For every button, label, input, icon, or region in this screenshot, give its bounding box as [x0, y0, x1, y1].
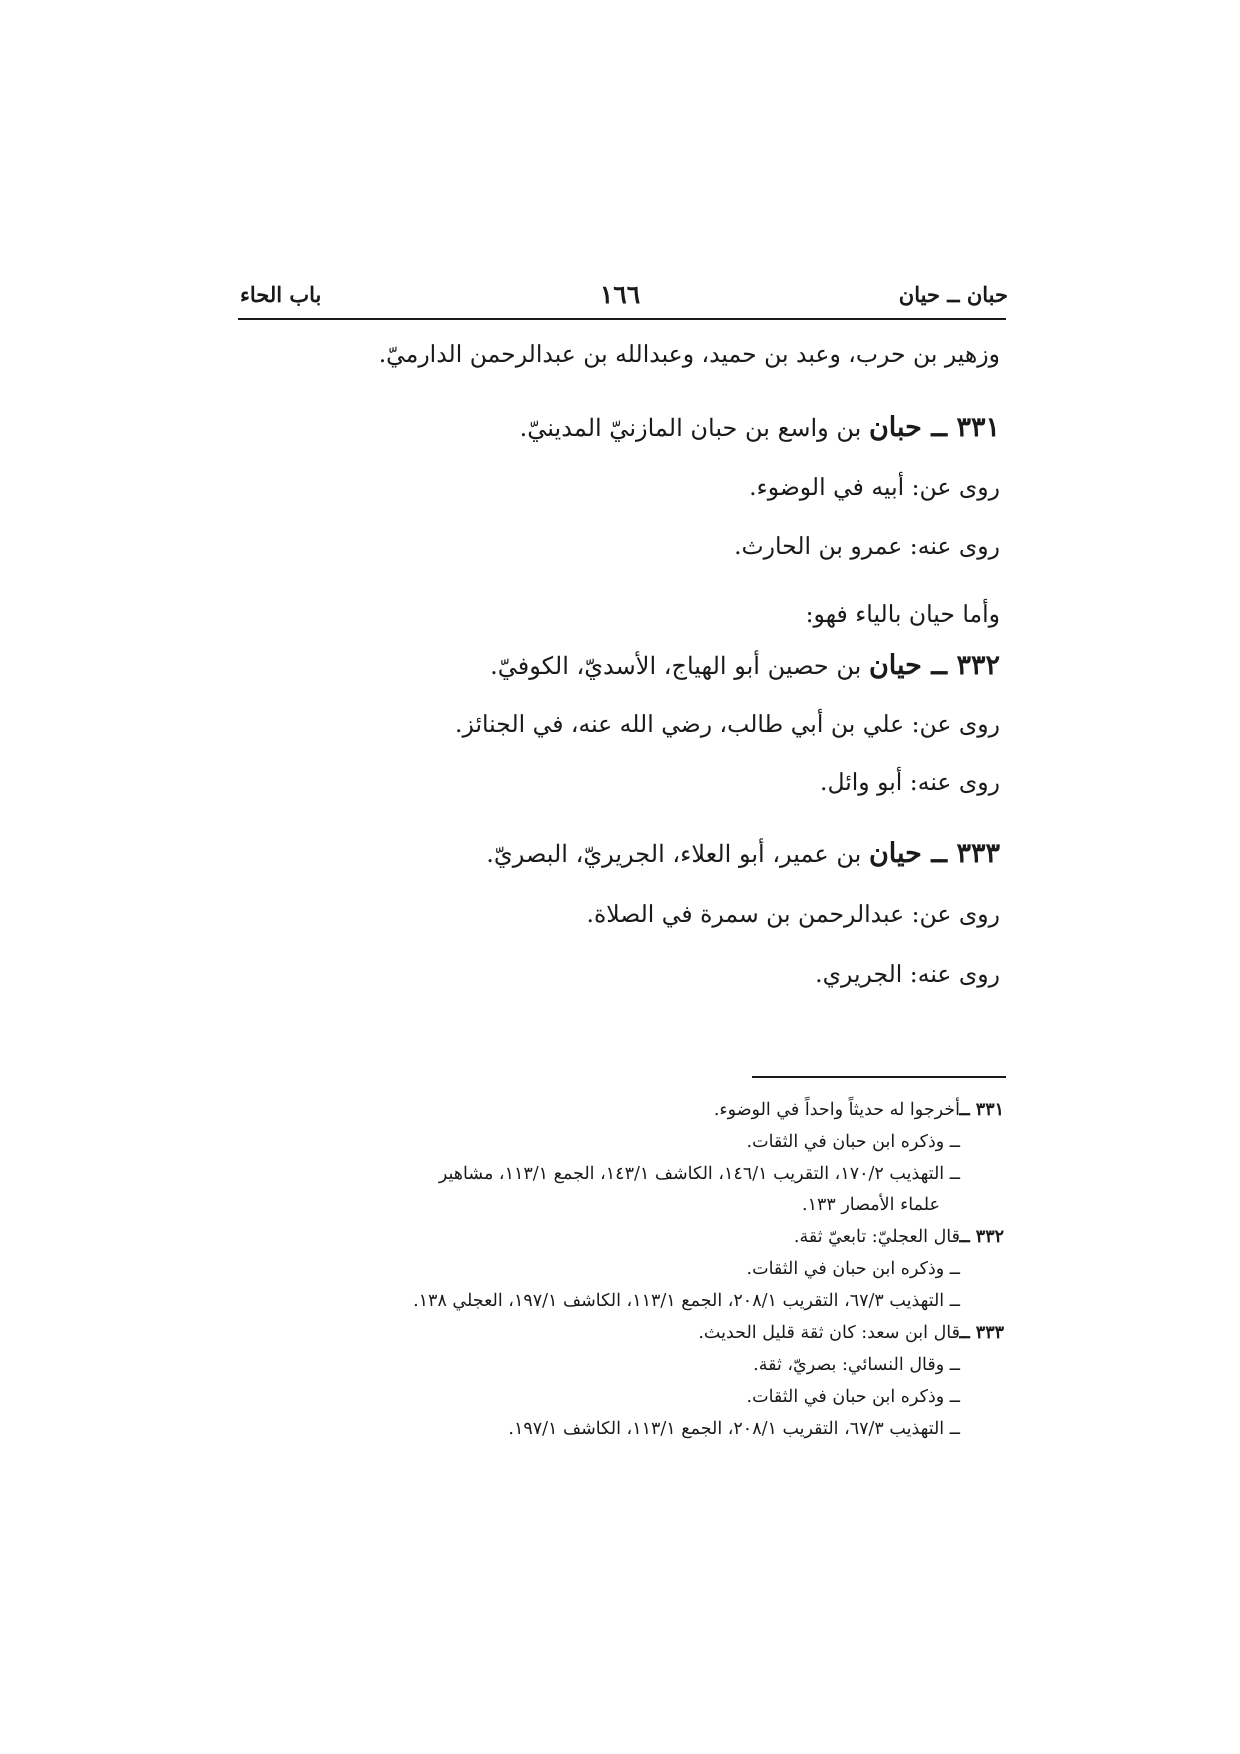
entry-333-narrated-from: روى عن: عبدالرحمن بن سمرة في الصلاة. — [586, 900, 1000, 928]
entry-lineage: بن حصين أبو الهياج، الأسديّ، الكوفيّ. — [490, 652, 869, 680]
running-header-left: باب الحاء — [240, 282, 322, 307]
footnote-333-line-3: ــ وذكره ابن حبان في الثقات. — [746, 1387, 960, 1407]
footnote-331-line-1 — [714, 1100, 1004, 1120]
footnote-number: ٣٣٣ ــ — [959, 1323, 1004, 1343]
entry-332-narrated-by: روى عنه: أبو وائل. — [819, 768, 1000, 796]
page-number: ١٦٦ — [599, 280, 641, 309]
entry-331-narrated-by: روى عنه: عمرو بن الحارث. — [734, 532, 1000, 560]
entry-333-heading — [486, 838, 1000, 869]
footnote-332-line-2: ــ وذكره ابن حبان في الثقات. — [746, 1259, 960, 1279]
entry-number: ٣٣٣ — [956, 838, 1000, 869]
entry-name: حيان — [868, 650, 922, 681]
entry-dash: ــ — [921, 838, 957, 869]
entry-lineage: بن واسع بن حبان المازنيّ المدينيّ. — [519, 414, 869, 442]
footnote-332-line-1 — [794, 1227, 1004, 1247]
continuation-line: وزهير بن حرب، وعبد بن حميد، وعبدالله بن عبدالرحمن الدارميّ. — [378, 340, 1000, 368]
footnote-text: قال ابن سعد: كان ثقة قليل الحديث. — [698, 1323, 960, 1343]
entry-number: ٣٣١ — [956, 412, 1000, 443]
running-header-right: حبان ــ حيان — [898, 282, 1008, 307]
footnote-332-line-3: ــ التهذيب ٦٧/٣، التقريب ٢٠٨/١، الجمع ١١٣/١، الكاشف ١٩٧/١، العجلي ١٣٨. — [413, 1291, 960, 1311]
entry-331-heading — [520, 412, 1000, 443]
entry-name: حبان — [868, 412, 922, 443]
footnote-333-line-1 — [698, 1323, 1004, 1343]
footnote-331-line-4: علماء الأمصار ١٣٣. — [802, 1195, 940, 1215]
footnote-number: ٣٣١ ــ — [959, 1100, 1004, 1120]
footnote-rule — [752, 1076, 1006, 1078]
footnote-333-line-2: ــ وقال النسائي: بصريّ، ثقة. — [753, 1355, 960, 1375]
section-intro: وأما حيان بالياء فهو: — [805, 600, 1000, 628]
footnote-text: قال العجليّ: تابعيّ ثقة. — [793, 1227, 960, 1247]
footnote-331-line-2: ــ وذكره ابن حبان في الثقات. — [746, 1132, 960, 1152]
entry-dash: ــ — [921, 650, 957, 681]
entry-dash: ــ — [921, 412, 957, 443]
entry-332-narrated-from: روى عن: علي بن أبي طالب، رضي الله عنه، في الجنائز. — [455, 710, 1000, 738]
footnote-text: أخرجوا له حديثاً واحداً في الوضوء. — [713, 1100, 960, 1120]
footnote-333-line-4: ــ التهذيب ٦٧/٣، التقريب ٢٠٨/١، الجمع ١١٣/١، الكاشف ١٩٧/١. — [508, 1419, 960, 1439]
entry-333-narrated-by: روى عنه: الجريري. — [815, 960, 1000, 988]
entry-number: ٣٣٢ — [956, 650, 1000, 681]
entry-name: حيان — [868, 838, 922, 869]
entry-lineage: بن عمير، أبو العلاء، الجريريّ، البصريّ. — [486, 840, 869, 868]
entry-331-narrated-from: روى عن: أبيه في الوضوء. — [749, 473, 1000, 501]
footnote-331-line-3: ــ التهذيب ١٧٠/٢، التقريب ١٤٦/١، الكاشف ١٤٣/١، الجمع ١١٣/١، مشاهير — [438, 1164, 960, 1184]
entry-332-heading — [490, 650, 1000, 681]
header-rule — [238, 318, 1006, 320]
footnote-number: ٣٣٢ ــ — [959, 1227, 1004, 1247]
